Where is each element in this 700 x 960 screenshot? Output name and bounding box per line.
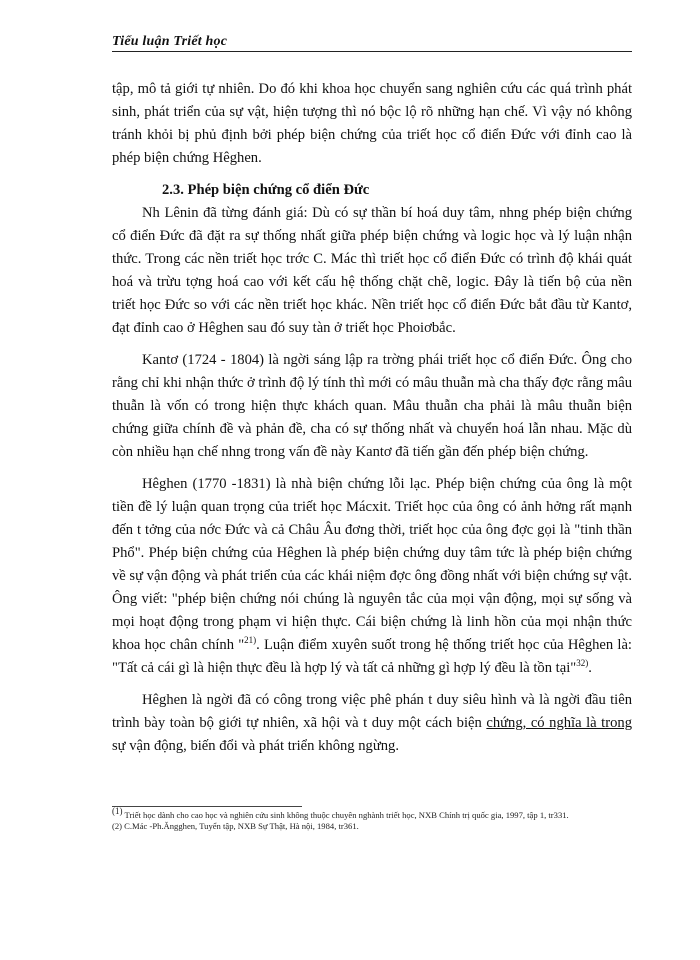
footnote-1 [112, 806, 632, 821]
footnote-2: (2) C.Mác -Ph.Ăngghen, Tuyển tập, NXB Sự Thật, Hà nội, 1984, tr361. [112, 821, 359, 831]
footnote-1-mark: (1) [112, 806, 123, 817]
paragraph-hegel-dialectics [112, 689, 632, 758]
paragraph-lenin: Nh Lênin đã từng đánh giá: Dù có sự thần bí hoá duy tâm, nhng phép biện chứng cổ điển Đức đã đặt ra sự thống nhất giữa phép biện chứng và logic học và lý luận nhận thức. Trong các nền triết học trớc C. Mác thì triết học cổ điển Đức có trình độ khái quát hoá và trừu tợng hoá cao với kết cấu hệ thống chặt chẽ, logic. Đây là tiến bộ của nền triết học Đức so với các nền triết học khác. Nền triết học cổ điển Đức bắt đầu từ Kantơ, đạt đỉnh cao ở Hêghen sau đó suy tàn ở triết học Phoiơbắc. [112, 205, 632, 336]
underlined-phrase: chứng, có nghĩa là trong [486, 715, 632, 731]
paragraph-kant: Kantơ (1724 - 1804) là ngời sáng lập ra trờng phái triết học cổ điển Đức. Ông cho rằng chỉ khi nhận thức ở trình độ lý tính thì mới có mâu thuẫn mà cha thấy đợc rằng mâu thuẫn là vốn có trong hiện thực khách quan. Mâu thuẫn cha phải là mâu thuẫn biện chứng giữa chính đề và phản đề, cha có sự thống nhất và chuyển hoá lẫn nhau. Mặc dù còn nhiều hạn chế nhng trong vấn đề này Kantơ đã tiến gần đến phép biện chứng. [112, 352, 632, 460]
header-divider [112, 51, 632, 52]
footnotes [112, 806, 632, 832]
footnote-divider [112, 806, 302, 807]
hegel-dialectics-text-1: Hêghen là ngời đã có công trong việc phê phán t duy siêu hình và là ngời đầu tiên trình bày toàn bộ giới tự nhiên, xã hội và t duy một cách biện [112, 692, 632, 731]
footnote-ref-21: 21) [244, 635, 257, 646]
hegel-text-1: Hêghen (1770 -1831) là nhà biện chứng lỗi lạc. Phép biện chứng của ông là một tiền đề lý luận quan trọng của triết học Mácxit. Triết học của ông có ảnh hởng rất mạnh đến t tởng của nớc Đức và cả Châu Âu đơng thời, triết học của ông đợc gọi là "tinh thần Phổ". Phép biện chứng của Hêghen là phép biện chứng duy tâm tức là phép biện chứng về sự vận động và phát triển của các khái niệm đợc ông đồng nhất với biện chứng sự vật. Ông viết: "phép biện chứng nói chúng là nguyên tắc của mọi vận động, mọi sự sống và mọi hoạt động trong phạm vi hiện thực. Cái biện chứng là linh hồn của mọi nhận thức khoa học chân chính " [112, 476, 632, 653]
paragraph-hegel [112, 473, 632, 680]
footnote-1-text: Triết học dành cho cao học và nghiên cứu sinh không thuộc chuyên nghành triết học, NXB Chính trị quốc gia, 1997, tập 1, tr331. [122, 810, 569, 820]
page-header [112, 34, 632, 50]
header-title: Tiểu luận Triết học [112, 34, 228, 49]
intro-paragraph: tập, mô tả giới tự nhiên. Do đó khi khoa học chuyển sang nghiên cứu các quá trình phát sinh, phát triển của sự vật, hiện tượng thì nó bộc lộ rõ những hạn chế. Vì vậy nó không tránh khỏi bị phủ định bởi phép biện chứng của triết học cổ điển Đức với đỉnh cao là phép biện chứng Hêghen. [112, 81, 632, 166]
hegel-text-3: . [588, 660, 592, 676]
document-body [112, 78, 632, 758]
footnote-ref-32: 32) [576, 658, 589, 669]
hegel-text-2: . Luận điểm xuyên suốt trong hệ thống triết học của Hêghen là: "Tất cả cái gì là hiện thực đều là hợp lý và tất cả những gì hợp lý đều là tồn tại" [112, 637, 632, 676]
hegel-dialectics-text-2: sự vận động, biến đổi và phát triển không ngừng. [112, 738, 399, 754]
section-heading: 2.3. Phép biện chứng cổ điển Đức [162, 182, 370, 198]
